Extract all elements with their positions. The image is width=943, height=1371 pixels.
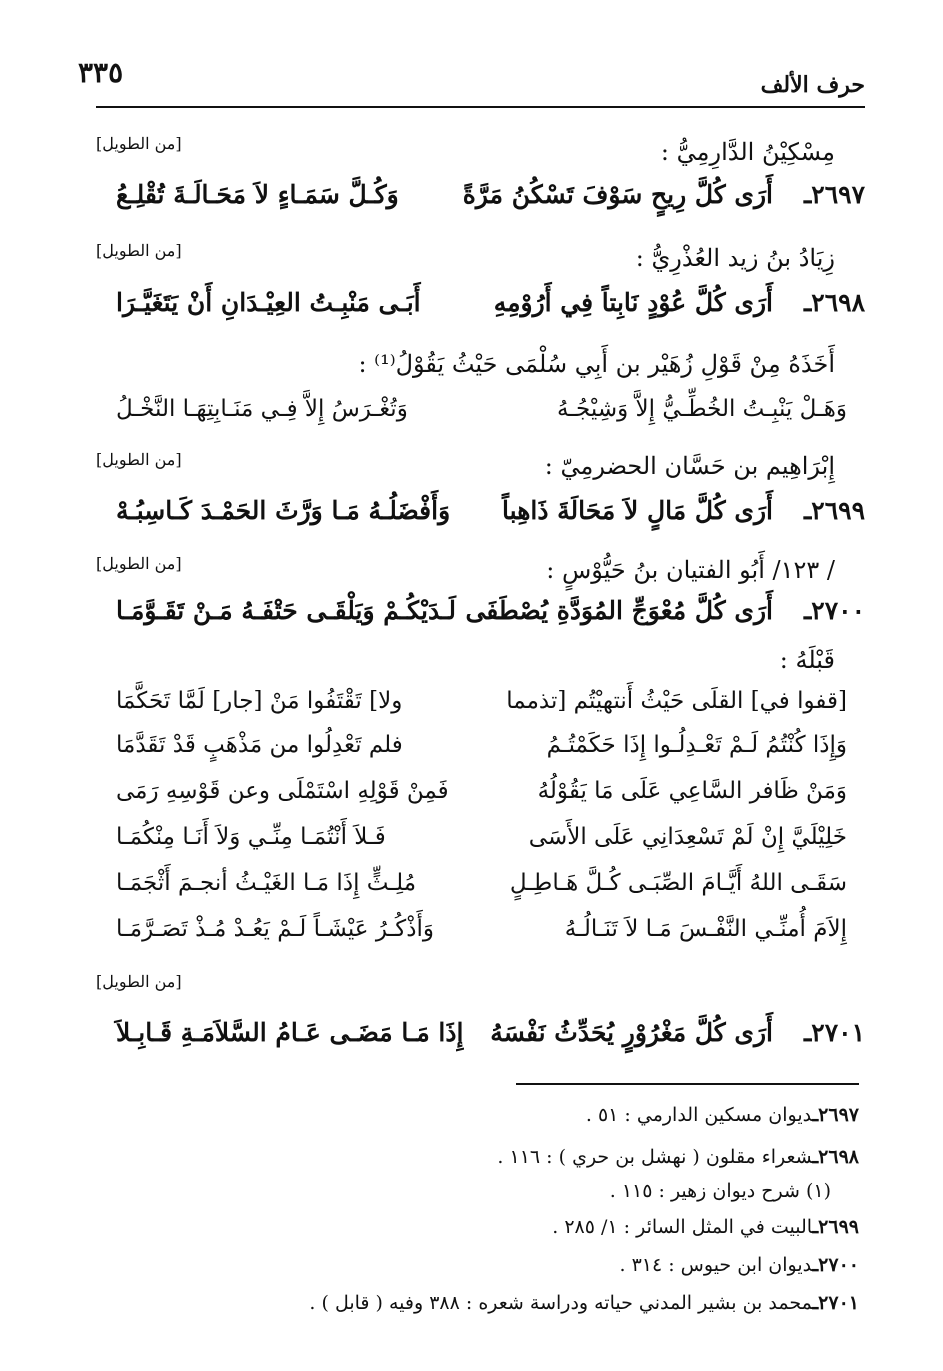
page-number: ٣٣٥ <box>78 56 124 89</box>
verse-number: ٢٧٠١ـ <box>803 1018 865 1047</box>
verse-number: ٢٦٩٧ـ <box>803 180 865 209</box>
first-hemistich: إِلاَمَ أُمنِّـي النَّفْـسَ مَـا لاَ تَنَـالُـهُ <box>564 916 847 942</box>
footnote-number: ٢٦٩٨ـ <box>812 1146 859 1168</box>
second-hemistich: إِذَا مَـا مَضَـى عَـامُ السَّلاَمَـةِ قَـابِـلاَ <box>116 1018 464 1047</box>
meter-label: [من الطويل] <box>96 241 182 260</box>
verse <box>96 496 865 542</box>
first-hemistich: أَرَى كُلَّ عُوْدٍ نَابِتاً فِي أَرُوْمِهِ <box>493 288 773 317</box>
verse <box>96 1018 865 1064</box>
footnote <box>619 1254 859 1276</box>
second-hemistich: وَأَذْكُـرُ عَيْشَـاً لَـمْ يَعُـدْ مُـذْ تَصَـرَّمَـا <box>116 916 434 942</box>
cited-verse <box>96 396 865 440</box>
meter-label: [من الطويل] <box>96 554 182 573</box>
footnote-text: (١) شرح ديوان زهير : ١١٥ . <box>609 1180 831 1202</box>
verse <box>96 596 865 642</box>
poem-line <box>96 870 865 914</box>
footnote-number: ٢٧٠١ـ <box>812 1292 859 1314</box>
footnote <box>552 1216 859 1238</box>
footnote-text: ديوان مسكين الدارمي : ٥١ . <box>585 1104 813 1126</box>
second-hemistich: أَبَـى مَنْبِـتُ العِيْـدَانِ أَنْ يَتَغَيَّـرَا <box>116 288 421 317</box>
second-hemistich: وَتُغْـرَسُ إِلاَّ فِـي مَنَـابِتِهَـا النَّخْـلُ <box>116 396 408 422</box>
first-hemistich: أَرَى كُلَّ مَغْرُوْرٍ يُحَدِّثُ نَفْسَهُ <box>490 1018 773 1047</box>
verse-number: ٢٦٩٨ـ <box>803 288 865 317</box>
chapter-title: حرف الألف <box>760 72 865 98</box>
first-hemistich: سَقَـى اللهُ أَيَّـامَ الصِّبَـى كُـلَّ هَـاطِـلٍ <box>509 870 847 896</box>
footnote-text: البيت في المثل السائر : ١/ ٢٨٥ . <box>552 1216 813 1238</box>
second-hemistich: فَـلاَ أَنْتُمَـا مِنِّـي وَلاَ أَنَـا مِنْكُمَـا <box>116 824 386 850</box>
first-hemistich: وَمَنْ ظَافر السَّاعِي عَلَى مَا يَقُوْلُهُ <box>537 778 847 804</box>
second-hemistich: لَـدَيْكُـمْ وَيَلْقَـى حَتْفَـهُ مَـنْ تَقَـوَّمَـا <box>116 596 457 625</box>
poet-intro: / ١٢٣/ أَبُو الفتيان بنُ حَيُّوْسٍ : <box>546 556 835 584</box>
first-hemistich: [قفوا في] القلَى حَيْثُ أَنتهيْتُم [تذمما <box>506 688 847 714</box>
footnote <box>610 1180 831 1202</box>
footnote <box>586 1104 859 1126</box>
footnote-number: ٢٧٠٠ـ <box>812 1254 859 1276</box>
footnote-divider <box>516 1083 859 1085</box>
first-hemistich: أَرَى كُلَّ مَالٍ لاَ مَحَالَةَ ذَاهِباً <box>502 496 773 525</box>
second-hemistich: وَأَفْضَلُـهُ مَـا وَرَّثَ الحَمْـدَ كَـاسِبُـهْ <box>116 496 451 525</box>
poem-line <box>96 824 865 868</box>
first-hemistich: خَلِيْلَيَّ إِنْ لَمْ تَسْعِدَانِي عَلَى الأَسَى <box>528 824 847 850</box>
poem-line <box>96 778 865 822</box>
poem-intro: قَبْلَهُ : <box>779 646 835 674</box>
second-hemistich: فَمِنْ قَوْلِهِ اسْتَمْلَى وعن قَوْسِهِ رَمَى <box>116 778 449 804</box>
poet-intro: زِيَادُ بنُ زيد العُذْرِيُّ : <box>635 244 835 272</box>
poem-line <box>96 732 865 776</box>
verse-number: ٢٧٠٠ـ <box>803 596 865 625</box>
second-hemistich: وَكُـلَّ سَمَـاءٍ لاَ مَحَـالَـةَ تُقْلِـعُ <box>116 180 399 209</box>
first-hemistich: أَرَى كُلَّ مُعْوَجِّ المُوَدَّةِ يُصْطَفَى <box>465 596 773 625</box>
verse <box>96 288 865 334</box>
verse <box>96 180 865 226</box>
meter-label: [من الطويل] <box>96 972 182 991</box>
first-hemistich: وَإِذَا كُنْتُمُ لَـمْ تَعْـدِلُـوا إِذَا حَكَمْتُـمُ <box>546 732 847 758</box>
footnote-text: ديوان ابن حيوس : ٣١٤ . <box>619 1254 813 1276</box>
second-hemistich: فلم تَعْدِلُوا من مَذْهَبٍ قَدْ تَقَدَّمَا <box>116 732 403 758</box>
second-hemistich: ولا] تَقْتَفُوا مَنْ [جار] لَمَّا تَحَكَّمَا <box>116 688 403 714</box>
poem-line <box>96 916 865 960</box>
footnote-text: محمد بن بشير المدني حياته ودراسة شعره : ٣٨٨ وفيه ( قابل ) . <box>309 1292 813 1314</box>
meter-label: [من الطويل] <box>96 134 182 153</box>
second-hemistich: مُلِـثٍّ إِذَا مَـا الغَيْـثُ أنجـمَ أَثْجَمَـا <box>116 870 417 896</box>
footnote <box>309 1292 859 1314</box>
footnote-number: ٢٦٩٩ـ <box>812 1216 859 1238</box>
poem-line <box>96 688 865 732</box>
verse-number: ٢٦٩٩ـ <box>803 496 865 525</box>
meter-label: [من الطويل] <box>96 450 182 469</box>
poet-intro: مِسْكِيْنُ الدَّارِمِيُّ : <box>660 138 835 166</box>
header-divider <box>96 106 865 108</box>
citation-intro: أَخَذَهُ مِنْ قَوْلِ زُهَيْر بن أَبِي سُلْمَى حَيْثُ يَقُوْلُ⁽¹⁾ : <box>358 350 835 378</box>
footnote-text: شعراء مقلون ( نهشل بن حري ) : ١١٦ . <box>497 1146 813 1168</box>
footnote <box>497 1146 859 1168</box>
first-hemistich: وَهَـلْ يَنْبِـتُ الخُطِّـيُّ إِلاَّ وَشِيْجُـهُ <box>556 396 847 422</box>
first-hemistich: أَرَى كُلَّ رِيحٍ سَوْفَ تَسْكُنُ مَرَّةً <box>462 180 773 209</box>
poet-intro: إِبْرَاهِيم بن حَسَّان الحضرمِيّ : <box>544 452 835 480</box>
footnote-number: ٢٦٩٧ـ <box>812 1104 859 1126</box>
